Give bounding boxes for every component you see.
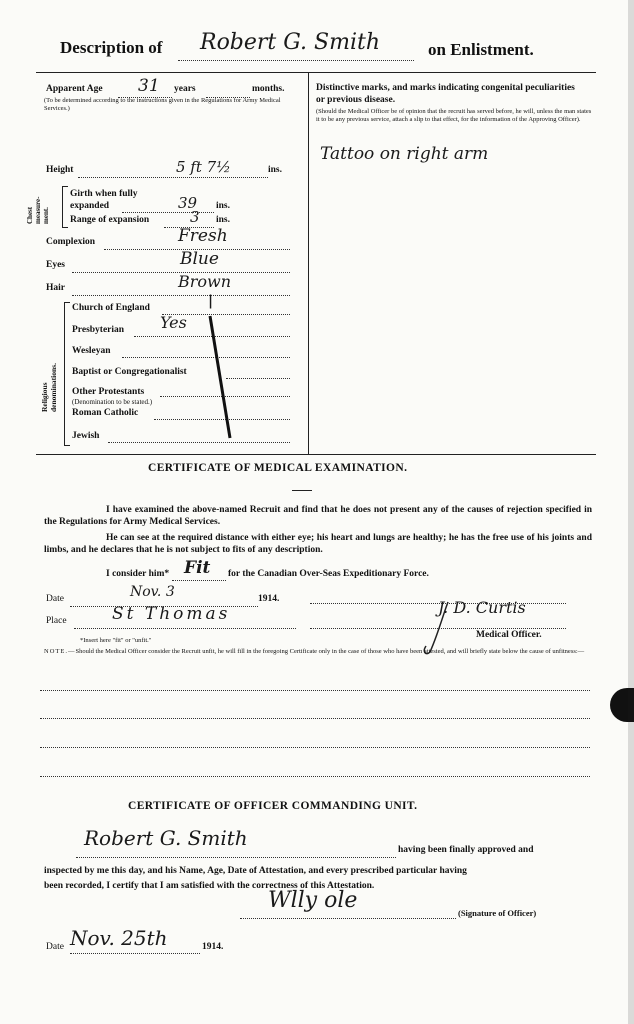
- girth-label: Girth when fully expanded: [70, 189, 138, 211]
- religion-denomination-note: (Denomination to be stated.): [72, 398, 153, 406]
- section-rule: [36, 454, 596, 455]
- commanding-sig-label: (Signature of Officer): [458, 908, 537, 918]
- eyes-label: Eyes: [46, 260, 65, 270]
- note-text: Should the Medical Officer consider the Recruit unfit, he will fill in the foregoing Certificate only in the case of those who have been attested, and will briefly state below the cause of unfitness:—: [75, 648, 585, 655]
- commanding-line3: been recorded, I certify that I am satisfied with the correctness of this Attestation.: [44, 881, 375, 891]
- name-line: [178, 60, 414, 61]
- medical-heading-underline: [292, 490, 312, 491]
- medical-date-value: Nov. 3: [130, 584, 175, 600]
- age-note: (To be determined according to the instructions given in the Regulations for Army Medical Services.): [44, 97, 281, 112]
- unfit-note: [44, 648, 592, 656]
- note-label: NOTE.—: [44, 648, 76, 655]
- range-label: Range of expansion: [70, 215, 150, 225]
- religion-roman-catholic: Roman Catholic: [72, 408, 139, 418]
- commanding-line1: having been finally approved and: [398, 845, 534, 855]
- apparent-age-label: Apparent Age: [46, 84, 103, 94]
- religion-vertical-stroke: [200, 312, 240, 444]
- consider-line: [172, 580, 226, 581]
- months-label: months.: [252, 84, 285, 94]
- girth-ins: ins.: [216, 201, 230, 211]
- distinctive-value: Tattoo on right arm: [320, 144, 489, 164]
- commanding-line2: inspected by me this day, and his Name, Age, Date of Attestation, and every prescribed particular having: [44, 866, 467, 876]
- girth-line: [122, 212, 214, 213]
- height-value: 5 ft 7½: [176, 158, 231, 176]
- hair-value: Brown: [178, 272, 232, 291]
- range-value: 3: [190, 208, 200, 226]
- recruit-name-handwritten: Robert G. Smith: [200, 30, 381, 55]
- religion-baptist: Baptist or Congregationalist: [72, 367, 187, 377]
- religion-brace: [64, 302, 70, 446]
- commanding-date-value: Nov. 25th: [70, 926, 168, 950]
- commanding-sig-line: [240, 918, 456, 919]
- place-line: [74, 628, 296, 629]
- commanding-date-line: [70, 953, 200, 954]
- medical-heading: CERTIFICATE OF MEDICAL EXAMINATION.: [148, 462, 408, 474]
- officer-line: [310, 628, 566, 629]
- header-rule: [36, 72, 596, 73]
- consider-value: Fit: [184, 558, 211, 578]
- hair-label: Hair: [46, 283, 65, 293]
- religion-mark-church-of-england: |: [208, 293, 214, 309]
- commanding-name-value: Robert G. Smith: [84, 826, 248, 850]
- religion-jewish: Jewish: [72, 431, 100, 441]
- force-label: for the Canadian Over-Seas Expeditionary Force.: [228, 569, 429, 579]
- unfit-line-1: [40, 690, 590, 691]
- hair-line: [72, 295, 290, 296]
- religion-wesleyan: Wesleyan: [72, 346, 111, 356]
- religion-other-protestants: Other Protestants: [72, 387, 145, 397]
- commanding-year: 1914.: [202, 942, 224, 952]
- header-description-of: Description of: [60, 38, 163, 57]
- height-line: [78, 177, 268, 178]
- unfit-line-2: [40, 718, 590, 719]
- chest-brace: [62, 186, 68, 228]
- medical-officer-signature: J. D. Curtis: [438, 598, 526, 617]
- religion-mark-presbyterian: Yes: [160, 313, 187, 332]
- place-value: St Thomas: [112, 604, 231, 624]
- commanding-date-label: Date: [46, 942, 64, 952]
- column-divider: [308, 72, 309, 454]
- medical-officer-label: Medical Officer.: [476, 630, 542, 640]
- commanding-name-line: [76, 857, 396, 858]
- range-ins: ins.: [216, 215, 230, 225]
- eyes-value: Blue: [180, 249, 219, 269]
- religion-line-7: [108, 442, 290, 443]
- distinctive-note: (Should the Medical Officer be of opinion that the recruit has served before, he will, unless the man states it to be any previous service, attach a slip to that effect, for the information of the Approving Officer).: [316, 108, 592, 123]
- girth-value: 39: [178, 194, 198, 212]
- complexion-value: Fresh: [178, 226, 228, 246]
- commanding-heading: CERTIFICATE OF OFFICER COMMANDING UNIT.: [128, 800, 418, 812]
- medical-date-label: Date: [46, 594, 64, 604]
- unfit-line-3: [40, 747, 590, 748]
- distinctive-heading: Distinctive marks, and marks indicating congenital peculiarities or previous disease.: [316, 83, 575, 105]
- years-label: years: [174, 84, 196, 94]
- right-edge-mark: [628, 0, 634, 1024]
- age-value: 31: [138, 76, 160, 96]
- commanding-signature: Wlly ole: [268, 888, 358, 913]
- consider-label: I consider him*: [106, 569, 170, 579]
- medical-year: 1914.: [258, 594, 280, 604]
- unfit-line-4: [40, 776, 590, 777]
- religion-label: Religious denominations.: [40, 363, 58, 412]
- height-ins: ins.: [268, 165, 282, 175]
- complexion-label: Complexion: [46, 237, 96, 247]
- place-label: Place: [46, 616, 67, 626]
- religion-presbyterian: Presbyterian: [72, 325, 125, 335]
- chest-label: Chest measure-ment.: [26, 196, 50, 224]
- height-label: Height: [46, 165, 74, 175]
- medical-para2: He can see at the required distance with either eye; his heart and lungs are healthy; he has the free use of his joints and limbs, and he declares that he is not subject to fits of any description.: [44, 533, 592, 555]
- insert-note: *Insert here "fit" or "unfit.": [80, 637, 152, 644]
- header-on-enlistment: on Enlistment.: [428, 40, 534, 59]
- medical-para1: I have examined the above-named Recruit and find that he does not present any of the causes of rejection specified in the Regulations for Army Medical Services.: [44, 505, 592, 527]
- religion-church-of-england: Church of England: [72, 303, 150, 313]
